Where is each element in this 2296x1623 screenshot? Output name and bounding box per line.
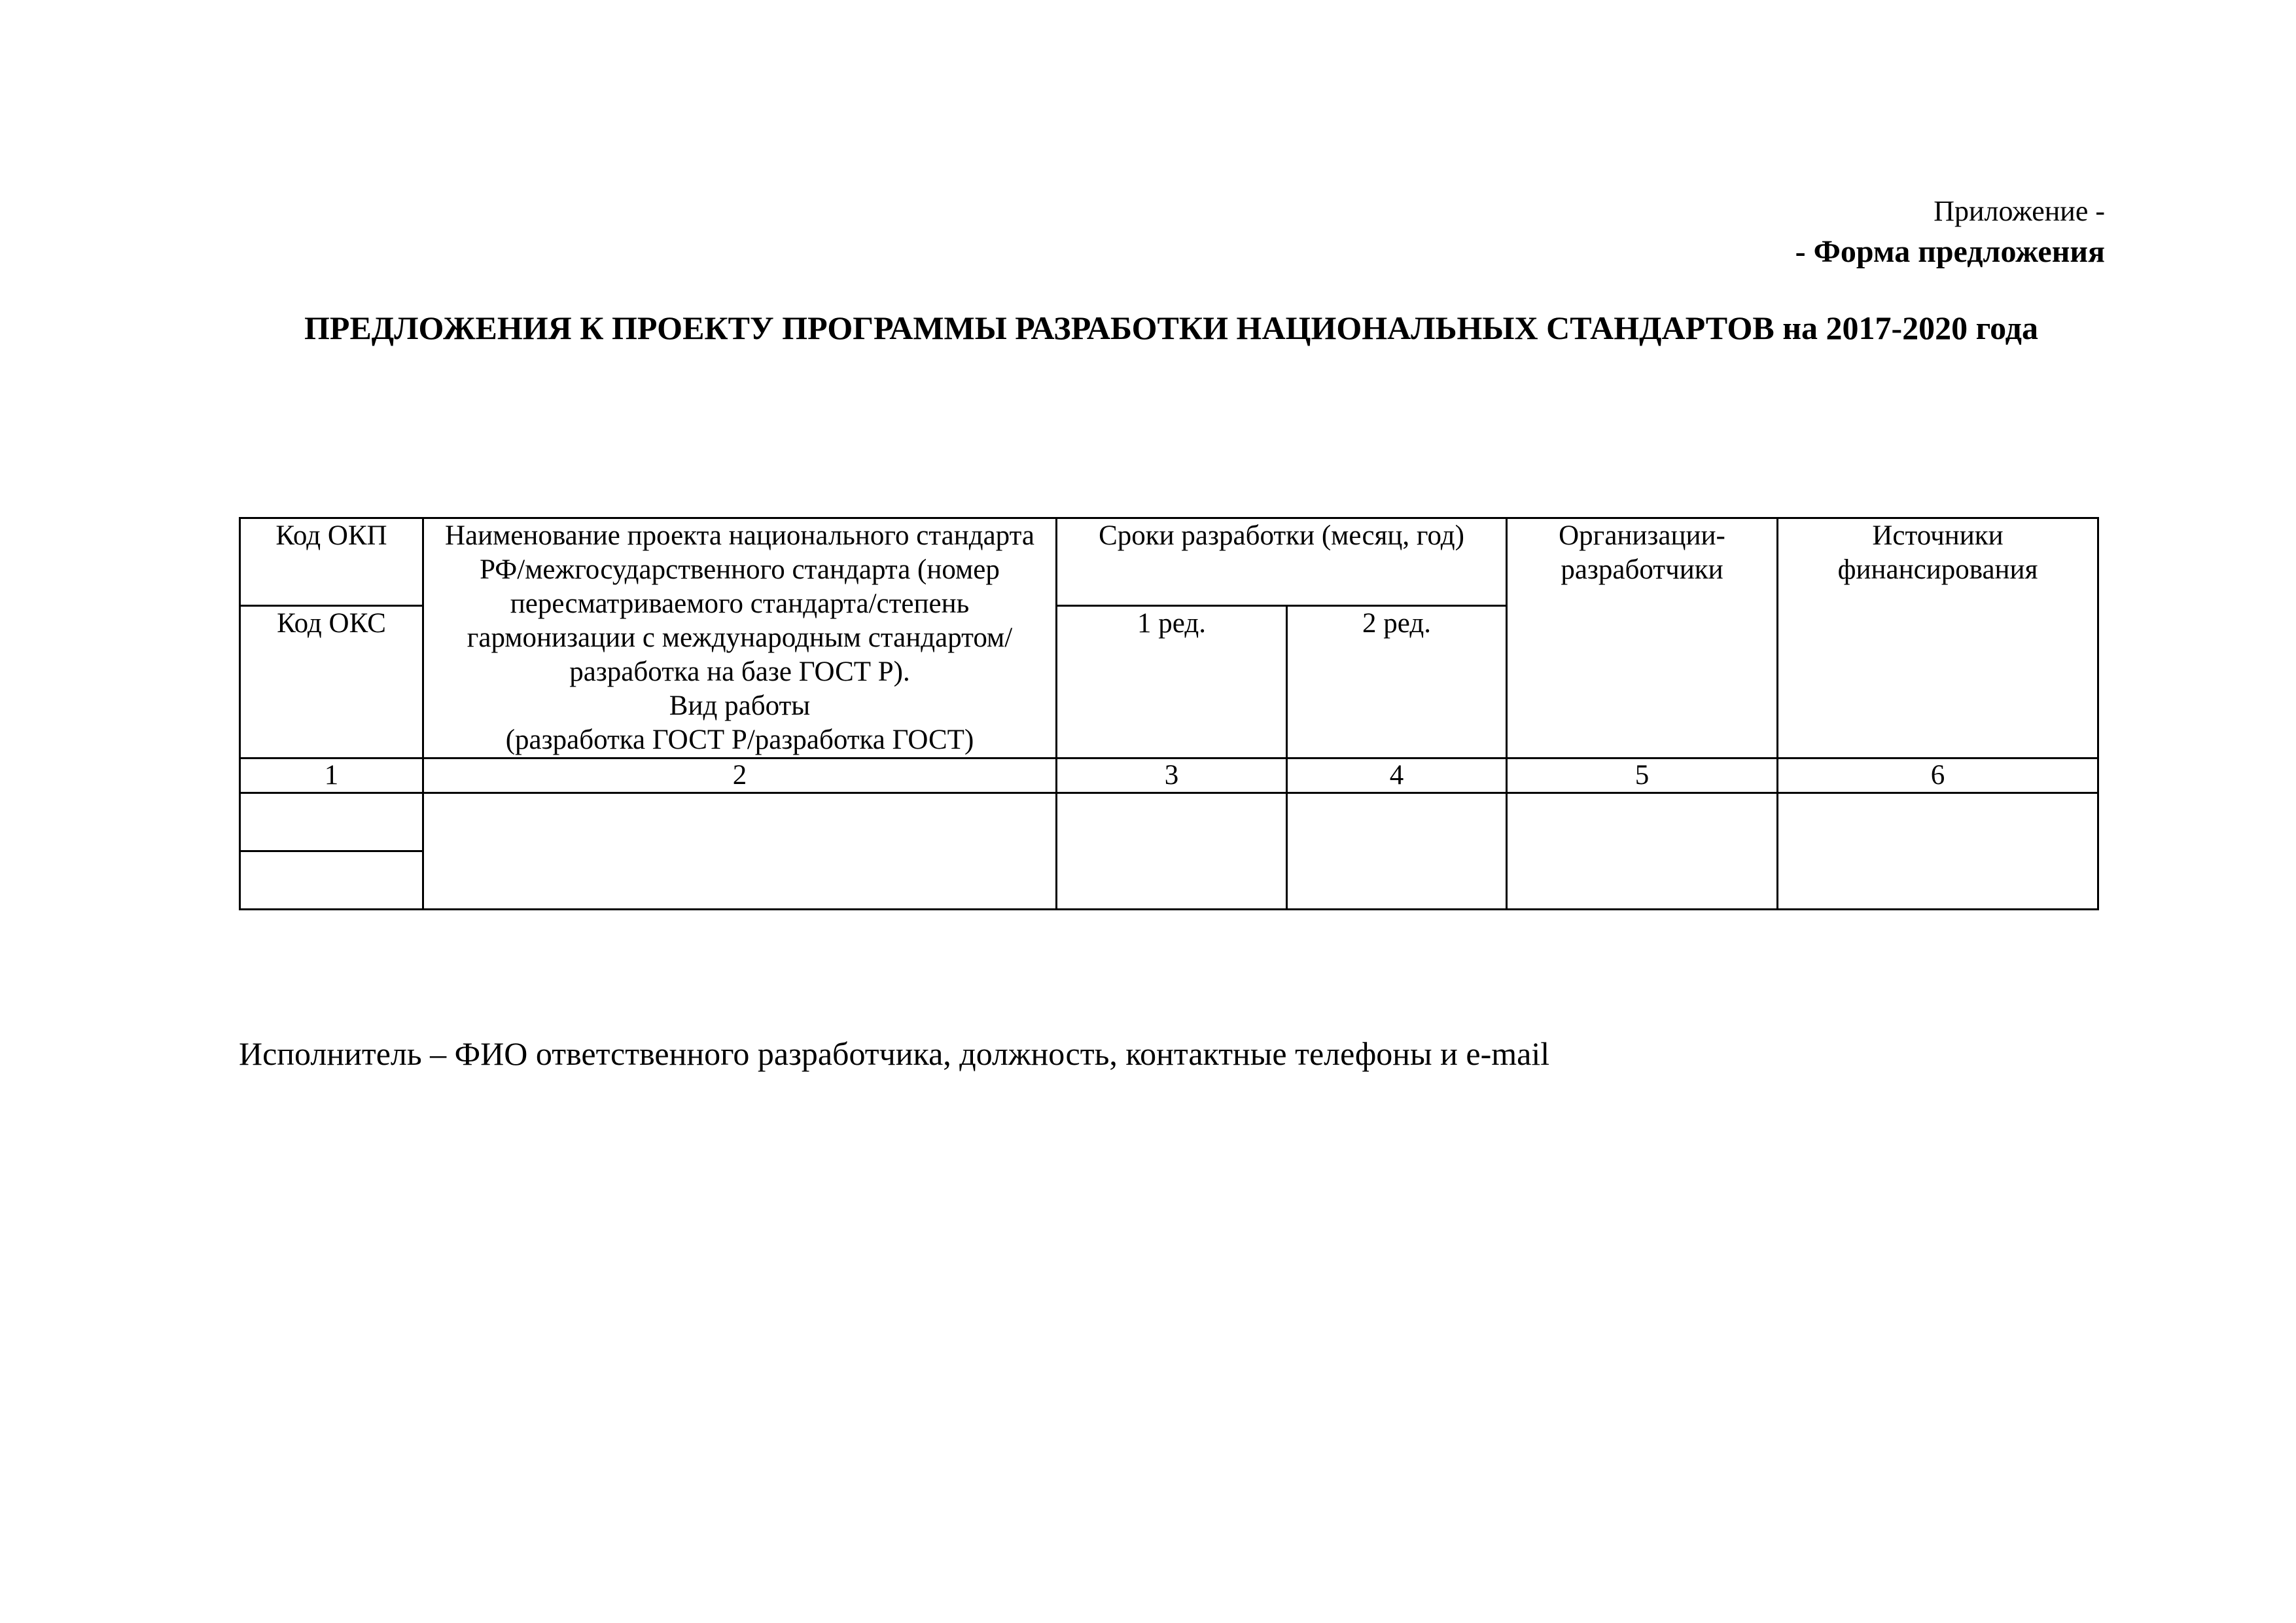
header-organizations: Организации-разработчики <box>1507 518 1778 758</box>
table-row <box>240 793 2098 851</box>
edition-2-cell <box>1287 793 1507 910</box>
okp-code-cell <box>240 793 423 851</box>
column-number: 3 <box>1057 758 1287 793</box>
document-title: ПРЕДЛОЖЕНИЯ К ПРОЕКТУ ПРОГРАММЫ РАЗРАБОТКИ НАЦИОНАЛЬНЫХ СТАНДАРТОВ на 2017-2020 года <box>304 310 2038 346</box>
header-deadlines: Сроки разработки (месяц, год) <box>1057 518 1507 606</box>
header-project-name <box>423 518 1057 758</box>
project-name-cell <box>423 793 1057 910</box>
work-type-text: Вид работы <box>669 690 811 721</box>
header-okp-code: Код ОКП <box>240 518 423 606</box>
column-number: 4 <box>1287 758 1507 793</box>
header-edition-2: 2 ред. <box>1287 606 1507 758</box>
oks-code-cell <box>240 851 423 910</box>
column-number: 2 <box>423 758 1057 793</box>
funding-cell <box>1778 793 2098 910</box>
column-number: 6 <box>1778 758 2098 793</box>
header-funding: Источники финансирования <box>1778 518 2098 758</box>
organizations-cell <box>1507 793 1778 910</box>
column-number: 1 <box>240 758 423 793</box>
work-type-note: (разработка ГОСТ Р/разработка ГОСТ) <box>505 724 974 755</box>
appendix-label: Приложение - <box>1934 195 2105 227</box>
header-edition-1: 1 ред. <box>1057 606 1287 758</box>
proposal-table <box>239 517 2099 910</box>
header-oks-code: Код ОКС <box>240 606 423 758</box>
edition-1-cell <box>1057 793 1287 910</box>
column-number: 5 <box>1507 758 1778 793</box>
column-number-row <box>240 758 2098 793</box>
form-title: - Форма предложения <box>1795 234 2105 269</box>
project-name-text: Наименование проекта национального стандарта РФ/межгосударственного стандарта (номер пересматриваемого стандарта/степень гармонизации с международным стандартом/ разработка на базе ГОСТ Р). <box>444 520 1035 687</box>
executor-note: Исполнитель – ФИО ответственного разработчика, должность, контактные телефоны и e-mail <box>239 1035 1550 1072</box>
table-header-row <box>240 518 2098 606</box>
